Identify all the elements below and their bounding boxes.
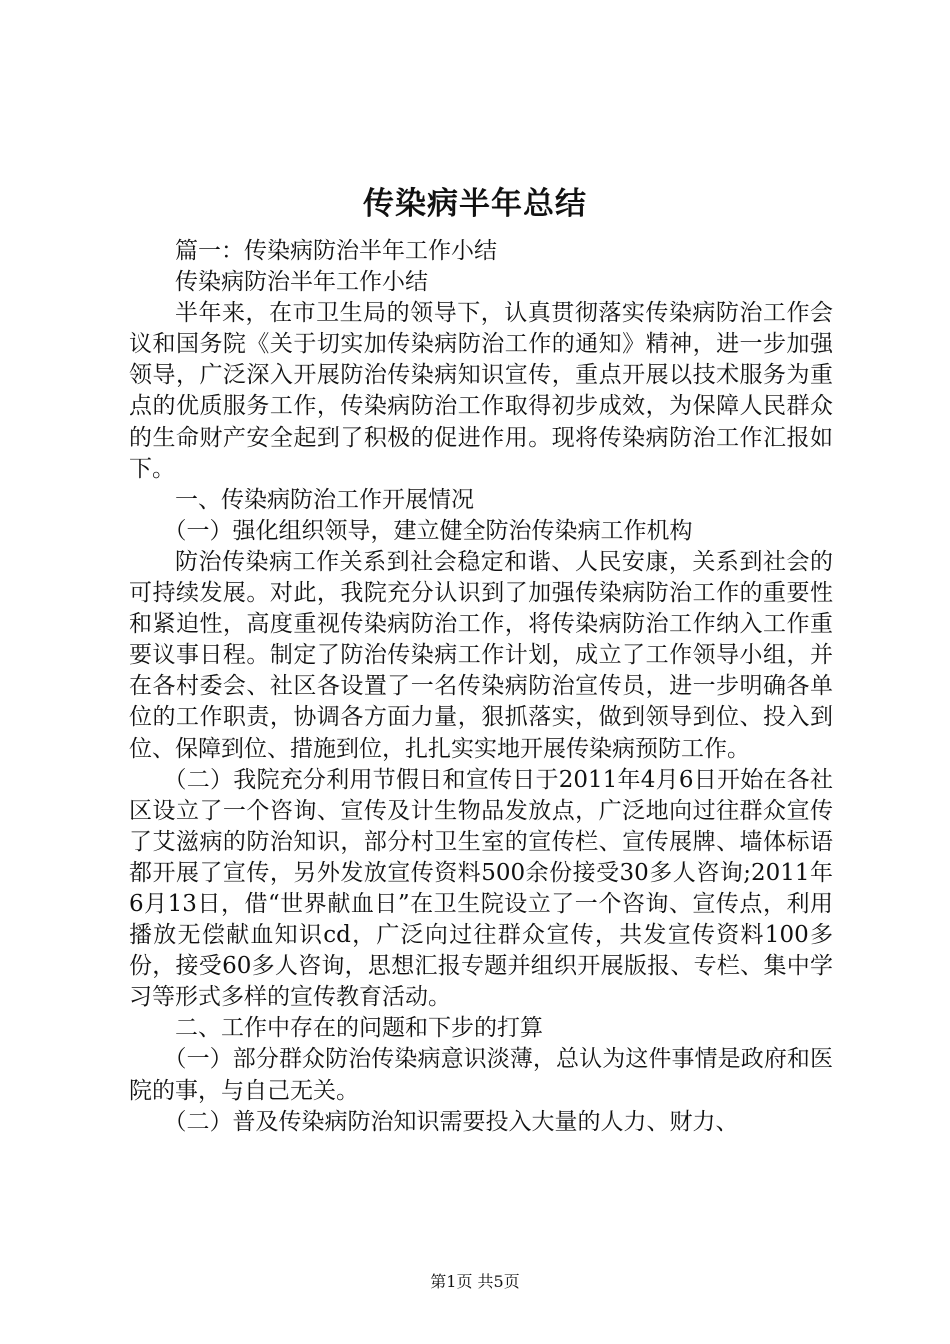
paragraph: （二）我院充分利用节假日和宣传日于2011年4月6日开始在各社区设立了一个咨询、宣传及计生物品发放点，广泛地向过往群众宣传了艾滋病的防治知识，部分村卫生室的宣传栏、宣传展牌、墙体标语都开展了宣传，另外发放宣传资料500余份接受30多人咨询;2011年6月13日，借“世界献血日”在卫生院设立了一个咨询、宣传点，利用播放无偿献血知识cd，广泛向过往群众宣传，共发宣传资料100多份，接受60多人咨询，思想汇报专题并组织开展版报、专栏、集中学习等形式多样的宣传教育活动。 [129,766,833,1011]
paragraph: （二）普及传染病防治知识需要投入大量的人力、财力、 [163,1108,739,1135]
paragraph: 防治传染病工作关系到社会稳定和谐、人民安康，关系到社会的可持续发展。对此，我院充分认识到了加强传染病防治工作的重要性和紧迫性，高度重视传染病防治工作，将传染病防治工作纳入工作重要议事日程。制定了防治传染病工作计划，成立了工作领导小组，并在各村委会、社区各设置了一名传染病防治宣传员，进一步明确各单位的工作职责，协调各方面力量，狠抓落实，做到领导到位、投入到位、保障到位、措施到位，扎扎实实地开展传染病预防工作。 [129,548,833,762]
subsection-heading: （一）强化组织领导，建立健全防治传染病工作机构 [163,517,693,544]
paragraph: 传染病防治半年工作小结 [175,269,428,296]
section-heading: 二、工作中存在的问题和下步的打算 [175,1015,543,1042]
document-title: 传染病半年总结 [363,186,587,222]
page-footer: 第1页 共5页 [430,1272,520,1291]
paragraph: （一）部分群众防治传染病意识淡薄，总认为这件事情是政府和医院的事，与自己无关。 [129,1046,833,1104]
paragraph: 半年来，在市卫生局的领导下，认真贯彻落实传染病防治工作会议和国务院《关于切实加传染病防治工作的通知》精神，进一步加强领导，广泛深入开展防治传染病知识宣传，重点开展以技术服务为重点的优质服务工作，传染病防治工作取得初步成效，为保障人民群众的生命财产安全起到了积极的促进作用。现将传染病防治工作汇报如下。 [129,300,833,482]
section-heading: 一、传染病防治工作开展情况 [175,486,474,513]
document-body [129,236,833,1138]
paragraph: 篇一：传染病防治半年工作小结 [175,238,497,264]
